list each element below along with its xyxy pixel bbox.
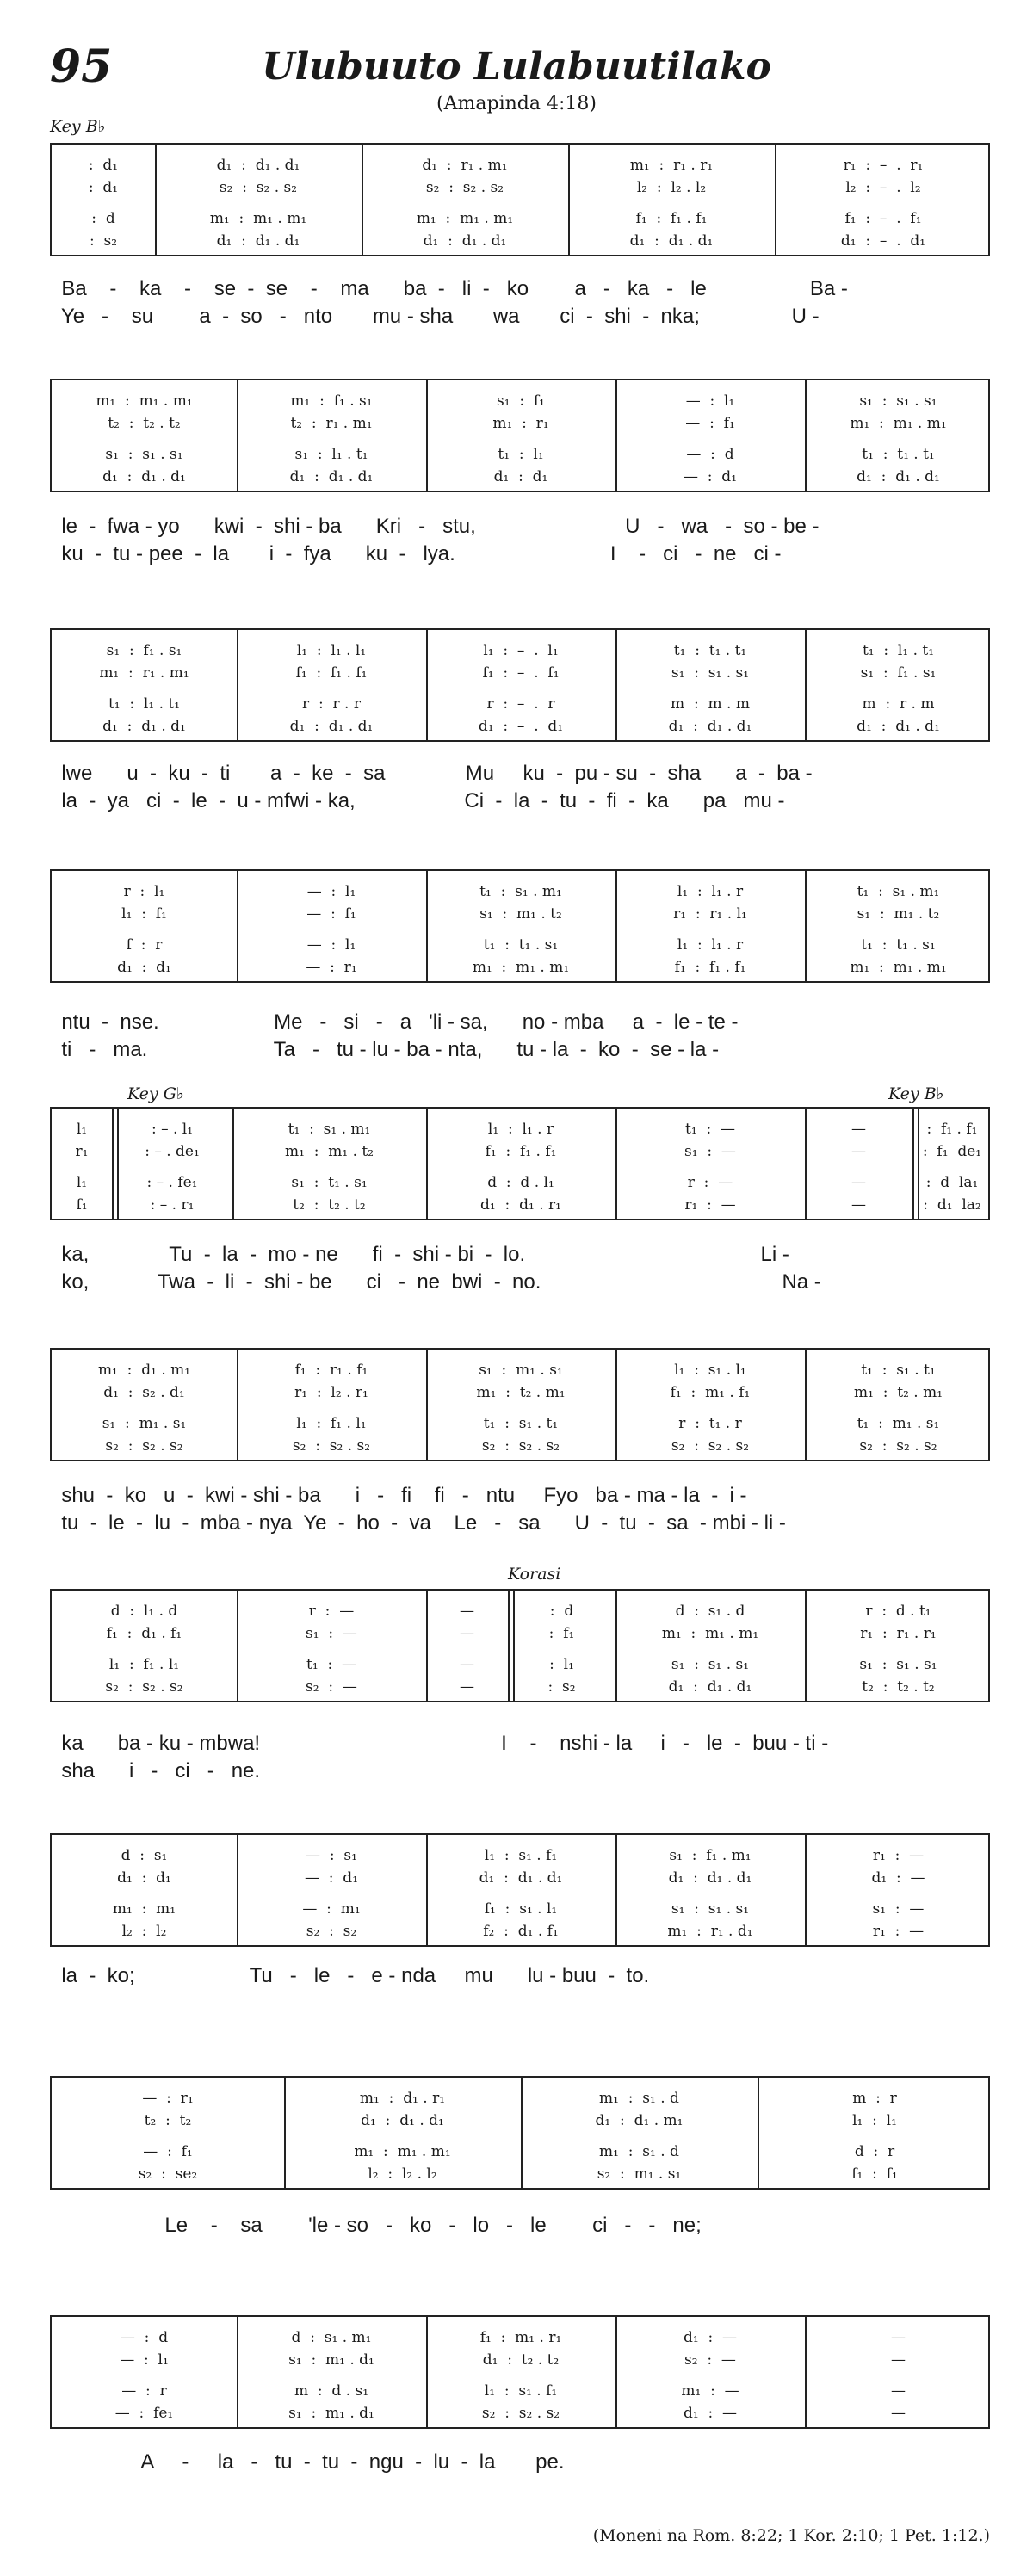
- solfa-measure: r : —: [308, 1603, 355, 1620]
- solfa-measure: s₁ : l₁ . t₁: [294, 446, 368, 463]
- score-system: [50, 1589, 990, 1702]
- solfa-measure: f₂ : d₁ . f₁: [483, 1923, 559, 1940]
- lyrics-block: [50, 513, 990, 568]
- solfa-measure: s₁ : f₁ . s₁: [106, 642, 182, 659]
- solfa-measure: d₁ : d₁ . d₁: [423, 232, 507, 250]
- solfa-measure: f₁ : f₁ . f₁: [674, 959, 746, 976]
- voice-part-row: [52, 1623, 988, 1644]
- solfa-measure: d : r: [854, 2143, 895, 2160]
- voice-part-row: [52, 1195, 988, 1215]
- voice-part-row: [52, 2110, 988, 2131]
- solfa-measure: — : r₁: [306, 959, 357, 976]
- solfa-measure: r : d . t₁: [865, 1603, 931, 1620]
- solfa-measure: m₁ : r₁ . r₁: [629, 157, 714, 174]
- solfa-measure: s₂ : s₂ . s₂: [481, 1437, 560, 1455]
- solfa-measure: f₁ : f₁: [851, 2165, 898, 2183]
- solfa-measure: m₁ : —: [681, 2382, 739, 2400]
- solfa-measure: r₁ : —: [684, 1196, 736, 1214]
- solfa-measure: s₂ : s₂ . s₂: [425, 179, 504, 196]
- solfa-measure: m₁ : m₁ . m₁: [661, 1625, 759, 1642]
- solfa-measure: d₁ : d₁ . d₁: [668, 1869, 752, 1887]
- solfa-measure: —: [851, 1196, 866, 1214]
- solfa-measure: s₂ : s₂ . s₂: [671, 1437, 750, 1455]
- voice-part-row: [52, 1141, 988, 1162]
- voice-part-row: [52, 904, 988, 924]
- solfa-measure: m₁ : m₁ . m₁: [850, 415, 947, 432]
- solfa-measure: d₁ : d₁ . d₁: [361, 2112, 444, 2129]
- lyric-line: A - la - tu - tu - ngu - lu - la pe.: [50, 2450, 565, 2474]
- solfa-measure: d : d . l₁: [487, 1174, 554, 1191]
- lyric-line: Le - sa 'le - so - ko - lo - le ci - - ne;: [50, 2214, 702, 2237]
- solfa-measure: : d₁: [88, 157, 119, 174]
- solfa-measure: s₁ : m₁ . d₁: [288, 2405, 374, 2422]
- solfa-measure: m₁ : m₁ . m₁: [850, 959, 947, 976]
- solfa-measure: m : d . s₁: [294, 2382, 369, 2400]
- solfa-measure: t₂ : t₂ . t₂: [862, 1678, 935, 1696]
- solfa-measure: t₁ : t₁ . s₁: [861, 936, 936, 954]
- solfa-measure: — : fe₁: [114, 2405, 174, 2422]
- score-system: [50, 869, 990, 983]
- solfa-measure: s₁ : m₁ . t₂: [479, 905, 562, 923]
- solfa-measure: r₁ : l₂ . r₁: [294, 1384, 368, 1401]
- solfa-measure: s₂ : s₂ . s₂: [859, 1437, 937, 1455]
- voice-part-row: [52, 1436, 988, 1456]
- solfa-measure: l₁: [76, 1174, 88, 1191]
- solfa-measure: — : d: [120, 2329, 169, 2346]
- score-system: [50, 2315, 990, 2429]
- solfa-measure: d₁ : d₁ . d₁: [102, 468, 186, 485]
- solfa-measure: r₁ : r₁ . l₁: [673, 905, 747, 923]
- solfa-measure: : d: [91, 210, 115, 227]
- solfa-measure: r : – . r: [486, 695, 555, 713]
- voice-part-row: [52, 2350, 988, 2370]
- hymn-title: Ulubuuto Lulabuutilako: [262, 45, 771, 89]
- solfa-measure: t₁ : s₁ . m₁: [857, 883, 940, 900]
- solfa-measure: —: [851, 1143, 866, 1160]
- solfa-measure: l₁ : f₁ . l₁: [108, 1656, 180, 1673]
- solfa-measure: m₁ : r₁ . d₁: [667, 1923, 753, 1940]
- solfa-measure: — : s₁: [306, 1847, 357, 1864]
- solfa-measure: — : l₁: [306, 883, 356, 900]
- solfa-measure: l₁ : l₁ . l₁: [296, 642, 367, 659]
- solfa-measure: d₁ : —: [683, 2329, 738, 2346]
- solfa-measure: d₁ : t₂ . t₂: [482, 2351, 560, 2369]
- lyrics-block: [50, 1009, 990, 1064]
- solfa-measure: d₁ : d₁ . d₁: [216, 157, 300, 174]
- voice-part-row: [52, 231, 988, 251]
- solfa-measure: — : r: [121, 2382, 167, 2400]
- footer-references: (Moneni na Rom. 8:22; 1 Kor. 2:10; 1 Pet. 1:12.): [592, 2526, 990, 2545]
- solfa-measure: l₁ : s₁ . l₁: [674, 1362, 746, 1379]
- key-signature-start: Key B♭: [50, 117, 106, 136]
- solfa-measure: —: [891, 2329, 906, 2346]
- key-signature-modulation: Key G♭: [127, 1084, 184, 1103]
- solfa-measure: l₂ : l₂: [121, 1923, 167, 1940]
- solfa-measure: —: [460, 1678, 474, 1696]
- solfa-measure: t₁ : m₁ . s₁: [857, 1415, 940, 1432]
- solfa-measure: s₁ : f₁: [497, 392, 545, 410]
- solfa-measure: —: [460, 1656, 474, 1673]
- solfa-measure: d₁ : d₁: [117, 1869, 171, 1887]
- solfa-measure: s₁ : —: [306, 1625, 357, 1642]
- solfa-measure: r : l₁: [123, 883, 165, 900]
- lyric-line: ka ba - ku - mbwa! I - nshi - la i - le - buu - ti -: [50, 1732, 829, 1755]
- solfa-measure: —: [460, 1625, 474, 1642]
- lyrics-block: [50, 1482, 990, 1537]
- solfa-measure: f₁ : – . f₁: [844, 210, 922, 227]
- solfa-measure: m₁ : r₁ . m₁: [99, 664, 189, 682]
- lyric-line: shu - ko u - kwi - shi - ba i - fi fi - ntu Fyo ba - ma - la - i -: [50, 1484, 747, 1507]
- voice-part-row: [52, 640, 988, 661]
- voice-part-row: [52, 444, 988, 465]
- solfa-measure: : – . r₁: [150, 1196, 195, 1214]
- voice-part-row: [52, 2141, 988, 2162]
- solfa-measure: t₁ : s₁ . m₁: [479, 883, 562, 900]
- solfa-measure: s₂ : s₂ . s₂: [481, 2405, 560, 2422]
- solfa-measure: s₁ : s₁ . s₁: [859, 1656, 937, 1673]
- solfa-measure: t₁ : s₁ . t₁: [861, 1362, 936, 1379]
- solfa-measure: —: [851, 1174, 866, 1191]
- solfa-measure: f₁ : m₁ . r₁: [479, 2329, 562, 2346]
- lyrics-block: [50, 2449, 990, 2476]
- solfa-measure: t₁ : t₁ . t₁: [673, 642, 747, 659]
- solfa-measure: f : r: [126, 936, 163, 954]
- solfa-measure: d₁ : – . d₁: [840, 232, 926, 250]
- lyric-line: ku - tu - pee - la i - fya ku - lya. I - ci - ne ci -: [50, 542, 782, 565]
- solfa-measure: t₂ : t₂ . t₂: [293, 1196, 366, 1214]
- solfa-measure: : f₁: [548, 1625, 575, 1642]
- solfa-measure: r₁ : —: [872, 1847, 925, 1864]
- voice-part-row: [52, 2381, 988, 2401]
- solfa-measure: t₂ : t₂ . t₂: [108, 415, 181, 432]
- voice-part-row: [52, 2403, 988, 2424]
- chorus-label: Korasi: [508, 1565, 561, 1584]
- solfa-measure: d₁ : – . d₁: [478, 718, 564, 735]
- solfa-measure: — : f₁: [685, 415, 735, 432]
- solfa-measure: : – . de₁: [145, 1143, 200, 1160]
- score-system: [50, 628, 990, 742]
- solfa-measure: l₂ : l₂ . l₂: [636, 179, 707, 196]
- voice-part-row: [52, 1654, 988, 1675]
- solfa-measure: s₂ : s₂ . s₂: [292, 1437, 371, 1455]
- solfa-measure: m₁ : m₁ . m₁: [209, 210, 307, 227]
- solfa-measure: t₁ : l₁: [498, 446, 544, 463]
- solfa-measure: — : d₁: [304, 1869, 359, 1887]
- solfa-measure: s₁ : m₁ . d₁: [288, 2351, 374, 2369]
- solfa-measure: d₁ : d₁ . m₁: [595, 2112, 684, 2129]
- solfa-measure: d : s₁ . d: [675, 1603, 745, 1620]
- solfa-measure: t₁ : t₁ . s₁: [483, 936, 559, 954]
- voice-part-row: [52, 177, 988, 198]
- voice-part-row: [52, 2164, 988, 2184]
- solfa-measure: s₂ : se₂: [138, 2165, 198, 2183]
- solfa-measure: s₁ : t₁ . s₁: [291, 1174, 368, 1191]
- voice-part-row: [52, 1677, 988, 1697]
- solfa-measure: : d la₁: [925, 1174, 979, 1191]
- solfa-measure: t₂ : r₁ . m₁: [290, 415, 373, 432]
- voice-part-row: [52, 413, 988, 434]
- solfa-measure: t₁ : t₁ . t₁: [862, 446, 935, 463]
- solfa-measure: d₁ : d₁: [117, 959, 171, 976]
- voice-part-row: [52, 957, 988, 978]
- solfa-measure: d₁ : d₁ . d₁: [216, 232, 300, 250]
- solfa-measure: s₂ : s₂ . s₂: [105, 1437, 183, 1455]
- solfa-measure: s₁ : —: [684, 1143, 736, 1160]
- score-system: [50, 143, 990, 256]
- lyric-line: Ba - ka - se - se - ma ba - li - ko a - ka - le Ba -: [50, 277, 848, 300]
- solfa-measure: d₁ : d₁ . d₁: [289, 468, 374, 485]
- voice-part-row: [52, 881, 988, 902]
- hymn-number: 95: [50, 40, 113, 93]
- solfa-measure: s₁ : f₁ . m₁: [669, 1847, 752, 1864]
- solfa-measure: d₁ : —: [871, 1869, 925, 1887]
- solfa-measure: s₂ : s₂: [306, 1923, 357, 1940]
- solfa-measure: l₁ : f₁: [121, 905, 167, 923]
- solfa-measure: t₁ : —: [685, 1121, 735, 1138]
- solfa-measure: d₁ : d₁: [493, 468, 548, 485]
- voice-part-row: [52, 155, 988, 176]
- lyrics-block: [50, 1730, 990, 1785]
- solfa-measure: s₁ : s₁ . s₁: [105, 446, 183, 463]
- solfa-measure: t₁ : —: [306, 1656, 356, 1673]
- solfa-measure: d : s₁ . m₁: [291, 2329, 372, 2346]
- lyric-line: le - fwa - yo kwi - shi - ba Kri - stu, U - wa - so - be -: [50, 515, 820, 538]
- voice-part-row: [52, 1601, 988, 1622]
- solfa-measure: m : r: [852, 2090, 897, 2107]
- solfa-measure: m₁ : f₁ . s₁: [290, 392, 373, 410]
- solfa-measure: : s₂: [547, 1678, 576, 1696]
- key-signature-return: Key B♭: [888, 1084, 944, 1103]
- solfa-measure: s₁ : —: [872, 1900, 925, 1918]
- solfa-measure: —: [851, 1121, 866, 1138]
- solfa-measure: m₁ : d₁ . r₁: [359, 2090, 446, 2107]
- solfa-measure: — : l₁: [685, 392, 735, 410]
- solfa-measure: l₁: [76, 1121, 88, 1138]
- solfa-measure: s₂ : m₁ . s₁: [597, 2165, 682, 2183]
- voice-part-row: [52, 2327, 988, 2348]
- solfa-measure: r₁ : —: [872, 1923, 925, 1940]
- solfa-measure: d₁ : d₁ . d₁: [668, 1678, 752, 1696]
- lyrics-block: [50, 1962, 990, 1990]
- solfa-measure: — : f₁: [143, 2143, 193, 2160]
- solfa-measure: t₁ : s₁ . t₁: [483, 1415, 559, 1432]
- solfa-measure: d₁ : —: [683, 2405, 738, 2422]
- solfa-measure: r : t₁ . r: [678, 1415, 742, 1432]
- solfa-measure: d : l₁ . d: [110, 1603, 178, 1620]
- solfa-measure: t₂ : t₂: [144, 2112, 192, 2129]
- voice-part-row: [52, 1921, 988, 1942]
- solfa-measure: — : d: [686, 446, 734, 463]
- solfa-measure: m₁ : m₁ . m₁: [96, 392, 193, 410]
- voice-part-row: [52, 1845, 988, 1866]
- solfa-measure: — : r₁: [142, 2090, 194, 2107]
- voice-part-row: [52, 1413, 988, 1434]
- solfa-measure: d₁ : d₁ . d₁: [479, 1869, 563, 1887]
- solfa-measure: —: [891, 2382, 906, 2400]
- solfa-measure: d : s₁: [121, 1847, 168, 1864]
- lyric-line: ti - ma. Ta - tu - lu - ba - nta, tu - la - ko - se - la -: [50, 1038, 720, 1061]
- voice-part-row: [52, 694, 988, 714]
- solfa-measure: r : —: [687, 1174, 733, 1191]
- voice-part-row: [52, 391, 988, 411]
- solfa-measure: — : m₁: [302, 1900, 361, 1918]
- solfa-measure: : d: [549, 1603, 574, 1620]
- lyric-line: sha i - ci - ne.: [50, 1759, 261, 1782]
- solfa-measure: — : l₁: [120, 2351, 169, 2369]
- solfa-measure: m : r . m: [862, 695, 935, 713]
- solfa-measure: t₁ : s₁ . m₁: [288, 1121, 371, 1138]
- solfa-measure: s₁ : s₁ . s₁: [671, 1900, 750, 1918]
- solfa-measure: s₂ : —: [306, 1678, 357, 1696]
- voice-part-row: [52, 1868, 988, 1888]
- score-system: [50, 1833, 990, 1947]
- hymn-scripture-reference: (Amapinda 4:18): [436, 93, 597, 114]
- solfa-measure: t₁ : l₁ . t₁: [862, 642, 935, 659]
- voice-part-row: [52, 1172, 988, 1193]
- solfa-measure: m₁ : m₁ . m₁: [354, 2143, 451, 2160]
- solfa-measure: l₁ : f₁ . l₁: [296, 1415, 367, 1432]
- voice-part-row: [52, 935, 988, 955]
- solfa-measure: d₁ : r₁ . m₁: [422, 157, 508, 174]
- solfa-measure: r₁: [75, 1143, 89, 1160]
- solfa-measure: f₁ : s₁ . l₁: [484, 1900, 558, 1918]
- solfa-measure: l₂ : l₂ . l₂: [368, 2165, 437, 2183]
- voice-part-row: [52, 1360, 988, 1381]
- solfa-measure: l₂ : – . l₂: [845, 179, 921, 196]
- solfa-measure: l₁ : l₁: [852, 2112, 897, 2129]
- solfa-measure: d₁ : d₁ . d₁: [629, 232, 714, 250]
- solfa-measure: : d₁ la₂: [923, 1196, 981, 1214]
- solfa-measure: s₁ : m₁ . s₁: [102, 1415, 187, 1432]
- voice-part-row: [52, 716, 988, 737]
- solfa-measure: r₁ : – . r₁: [843, 157, 924, 174]
- solfa-measure: m₁ : m₁ . m₁: [416, 210, 514, 227]
- solfa-measure: l₁ : – . l₁: [483, 642, 559, 659]
- lyrics-block: [50, 2212, 990, 2239]
- solfa-measure: m₁ : m₁ . t₂: [284, 1143, 374, 1160]
- solfa-measure: d₁ : d₁ . d₁: [102, 718, 186, 735]
- solfa-measure: s₁ : m₁ . t₂: [857, 905, 940, 923]
- solfa-measure: l₁ : l₁ . r: [677, 883, 744, 900]
- solfa-measure: s₁ : s₁ . s₁: [859, 392, 937, 410]
- lyrics-block: [50, 1241, 990, 1296]
- solfa-measure: l₁ : l₁ . r: [677, 936, 744, 954]
- solfa-measure: s₁ : f₁ . s₁: [860, 664, 937, 682]
- lyric-line: Ye - su a - so - nto mu - sha wa ci - shi - nka; U -: [50, 305, 820, 328]
- solfa-measure: m₁ : r₁: [492, 415, 549, 432]
- solfa-measure: s₁ : s₁ . s₁: [671, 1656, 750, 1673]
- solfa-measure: s₂ : s₂ . s₂: [105, 1678, 183, 1696]
- solfa-measure: — : l₁: [306, 936, 356, 954]
- solfa-measure: m₁ : t₂ . m₁: [476, 1384, 566, 1401]
- solfa-measure: f₁ : f₁ . f₁: [635, 210, 708, 227]
- voice-part-row: [52, 1119, 988, 1140]
- score-system: [50, 1107, 990, 1220]
- solfa-measure: : – . fe₁: [146, 1174, 198, 1191]
- solfa-measure: r₁ : r₁ . r₁: [860, 1625, 937, 1642]
- solfa-measure: f₁ : – . f₁: [482, 664, 560, 682]
- solfa-measure: : d₁: [88, 179, 119, 196]
- solfa-measure: f₁ : f₁ . f₁: [295, 664, 368, 682]
- solfa-measure: — : f₁: [306, 905, 356, 923]
- solfa-measure: d₁ : d₁ . d₁: [857, 718, 940, 735]
- solfa-measure: : s₂: [89, 232, 118, 250]
- solfa-measure: : f₁ . f₁: [926, 1121, 978, 1138]
- solfa-measure: d₁ : d₁ . d₁: [857, 468, 940, 485]
- voice-part-row: [52, 1899, 988, 1919]
- solfa-measure: d₁ : s₂ . d₁: [103, 1384, 185, 1401]
- solfa-measure: f₁ : r₁ . f₁: [294, 1362, 368, 1379]
- voice-part-row: [52, 1382, 988, 1403]
- solfa-measure: m : m . m: [671, 695, 750, 713]
- solfa-measure: f₁ : f₁ . f₁: [485, 1143, 557, 1160]
- solfa-measure: d₁ : d₁ . d₁: [668, 718, 752, 735]
- solfa-measure: f₁: [76, 1196, 88, 1214]
- lyric-line: ntu - nse. Me - si - a 'li - sa, no - mba a - le - te -: [50, 1010, 739, 1034]
- score-system: [50, 1348, 990, 1461]
- solfa-measure: l₁ : l₁ . r: [487, 1121, 554, 1138]
- solfa-measure: m₁ : m₁: [112, 1900, 176, 1918]
- solfa-measure: f₁ : m₁ . f₁: [670, 1384, 751, 1401]
- voice-part-row: [52, 663, 988, 683]
- lyrics-block: [50, 760, 990, 815]
- solfa-measure: d₁ : d₁ . r₁: [480, 1196, 561, 1214]
- lyric-line: lwe u - ku - ti a - ke - sa Mu ku - pu - su - sha a - ba -: [50, 762, 813, 785]
- solfa-measure: s₂ : s₂ . s₂: [219, 179, 298, 196]
- solfa-measure: l₁ : s₁ . f₁: [484, 1847, 558, 1864]
- lyrics-block: [50, 275, 990, 330]
- voice-part-row: [52, 2088, 988, 2109]
- solfa-measure: l₁ : s₁ . f₁: [484, 2382, 558, 2400]
- score-system: [50, 2076, 990, 2190]
- solfa-measure: m₁ : t₂ . m₁: [853, 1384, 943, 1401]
- solfa-measure: : f₁ de₁: [922, 1143, 982, 1160]
- solfa-measure: m₁ : m₁ . m₁: [472, 959, 570, 976]
- solfa-measure: d₁ : d₁ . d₁: [289, 718, 374, 735]
- solfa-measure: m₁ : d₁ . m₁: [97, 1362, 191, 1379]
- solfa-measure: —: [891, 2405, 906, 2422]
- solfa-measure: m₁ : s₁ . d: [599, 2143, 679, 2160]
- solfa-measure: — : d₁: [683, 468, 738, 485]
- solfa-measure: s₂ : —: [684, 2351, 736, 2369]
- lyric-line: ko, Twa - li - shi - be ci - ne bwi - no. Na -: [50, 1270, 821, 1294]
- score-system: [50, 379, 990, 492]
- solfa-measure: —: [460, 1603, 474, 1620]
- solfa-measure: : – . l₁: [151, 1121, 194, 1138]
- lyric-line: tu - le - lu - mba - nya Ye - ho - va Le - sa U - tu - sa - mbi - li -: [50, 1511, 786, 1535]
- voice-part-row: [52, 208, 988, 229]
- lyric-line: la - ya ci - le - u - mfwi - ka, Ci - la - tu - fi - ka pa mu -: [50, 789, 785, 812]
- solfa-measure: s₁ : s₁ . s₁: [671, 664, 750, 682]
- voice-part-row: [52, 466, 988, 487]
- solfa-measure: m₁ : s₁ . d: [599, 2090, 679, 2107]
- solfa-measure: s₁ : m₁ . s₁: [479, 1362, 563, 1379]
- solfa-measure: r : r . r: [302, 695, 361, 713]
- solfa-measure: —: [891, 2351, 906, 2369]
- lyric-line: la - ko; Tu - le - e - nda mu lu - buu - to.: [50, 1964, 650, 1987]
- solfa-measure: t₁ : l₁ . t₁: [108, 695, 181, 713]
- lyric-line: ka, Tu - la - mo - ne fi - shi - bi - lo. Li -: [50, 1243, 789, 1266]
- solfa-measure: f₁ : d₁ . f₁: [106, 1625, 182, 1642]
- solfa-measure: : l₁: [549, 1656, 574, 1673]
